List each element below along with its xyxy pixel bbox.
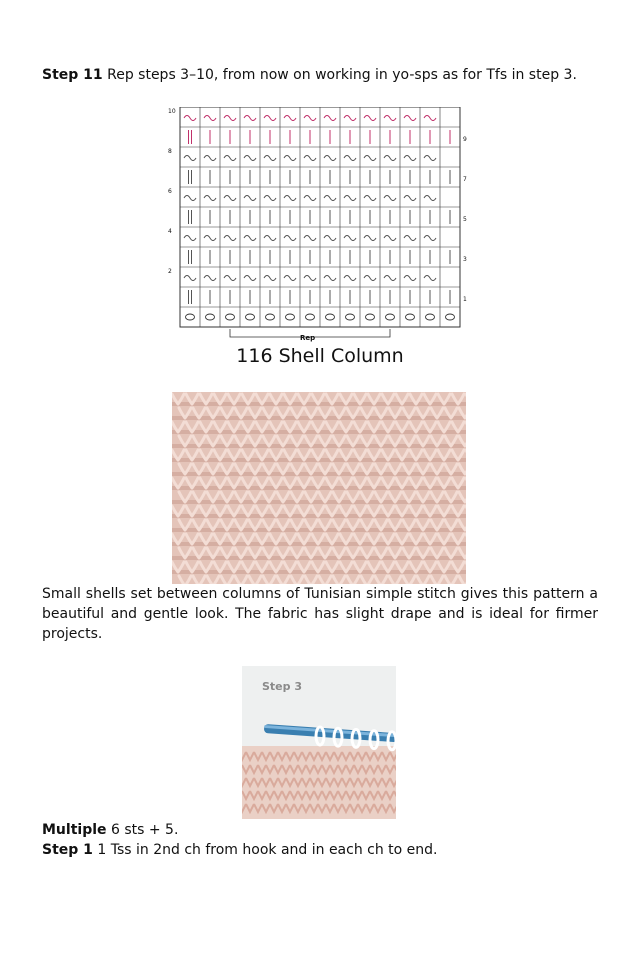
return-pass-symbol — [264, 236, 276, 241]
return-pass-symbol — [244, 276, 256, 281]
step-1-text: 1 Tss in 2nd ch from hook and in each ch to end. — [92, 842, 438, 858]
return-pass-symbol — [404, 276, 416, 281]
return-pass-symbol — [384, 276, 396, 281]
chain-symbol — [266, 314, 275, 320]
return-pass-symbol — [364, 236, 376, 241]
step-3-photo-label: Step 3 — [262, 680, 302, 693]
chain-symbol — [426, 314, 435, 320]
return-pass-symbol — [304, 196, 316, 201]
return-pass-symbol — [224, 196, 236, 201]
return-pass-symbol — [324, 276, 336, 281]
return-pass-symbol — [304, 276, 316, 281]
return-pass-symbol — [224, 276, 236, 281]
return-pass-symbol — [384, 116, 396, 121]
return-pass-symbol — [204, 236, 216, 241]
chain-symbol — [306, 314, 315, 320]
return-pass-symbol — [244, 156, 256, 161]
return-pass-symbol — [344, 196, 356, 201]
step-1-line — [42, 841, 438, 859]
return-pass-symbol — [184, 116, 196, 121]
chain-symbol — [406, 314, 415, 320]
chain-symbol — [446, 314, 455, 320]
return-pass-symbol — [224, 236, 236, 241]
row-number-left: 10 — [168, 108, 176, 115]
return-pass-symbol — [244, 116, 256, 121]
return-pass-symbol — [204, 116, 216, 121]
return-pass-symbol — [224, 116, 236, 121]
return-pass-symbol — [244, 196, 256, 201]
fabric-swatch-photo — [172, 392, 466, 584]
return-pass-symbol — [404, 236, 416, 241]
return-pass-symbol — [344, 116, 356, 121]
return-pass-symbol — [224, 156, 236, 161]
step-1-label: Step 1 — [42, 842, 93, 858]
return-pass-symbol — [284, 116, 296, 121]
chain-symbol — [226, 314, 235, 320]
return-pass-symbol — [364, 276, 376, 281]
row-number-right: 5 — [463, 216, 467, 223]
step-11-text: Rep steps 3–10, from now on working in yo-sps as for Tfs in step 3. — [102, 67, 577, 83]
return-pass-symbol — [424, 116, 436, 121]
step-3-photo — [242, 666, 396, 819]
multiple-line — [42, 821, 178, 839]
chain-symbol — [386, 314, 395, 320]
return-pass-symbol — [184, 236, 196, 241]
return-pass-symbol — [364, 156, 376, 161]
return-pass-symbol — [404, 196, 416, 201]
return-pass-symbol — [264, 156, 276, 161]
return-pass-symbol — [324, 116, 336, 121]
return-pass-symbol — [324, 236, 336, 241]
multiple-text: 6 sts + 5. — [106, 822, 179, 838]
return-pass-symbol — [424, 236, 436, 241]
chain-symbol — [286, 314, 295, 320]
chart-rep-label: Rep — [300, 334, 316, 342]
return-pass-symbol — [184, 156, 196, 161]
return-pass-symbol — [344, 276, 356, 281]
chain-symbol — [326, 314, 335, 320]
return-pass-symbol — [324, 196, 336, 201]
stitch-chart-svg — [164, 107, 476, 347]
return-pass-symbol — [264, 276, 276, 281]
chain-symbol — [186, 314, 195, 320]
return-pass-symbol — [204, 156, 216, 161]
return-pass-symbol — [384, 156, 396, 161]
row-number-left: 8 — [168, 148, 172, 155]
return-pass-symbol — [304, 156, 316, 161]
return-pass-symbol — [284, 276, 296, 281]
step-11-label: Step 11 — [42, 67, 103, 83]
return-pass-symbol — [204, 196, 216, 201]
return-pass-symbol — [184, 196, 196, 201]
return-pass-symbol — [384, 196, 396, 201]
chain-symbol — [246, 314, 255, 320]
description-paragraph: Small shells set between columns of Tunisian simple stitch gives this pattern a beautiful and gentle look. The fabric has slight drape and is ideal for firmer projects. — [42, 586, 598, 642]
return-pass-symbol — [344, 236, 356, 241]
return-pass-symbol — [304, 116, 316, 121]
return-pass-symbol — [404, 116, 416, 121]
return-pass-symbol — [324, 156, 336, 161]
return-pass-symbol — [264, 196, 276, 201]
return-pass-symbol — [384, 236, 396, 241]
return-pass-symbol — [424, 276, 436, 281]
return-pass-symbol — [344, 156, 356, 161]
return-pass-symbol — [284, 196, 296, 201]
row-number-left: 6 — [168, 188, 172, 195]
return-pass-symbol — [184, 276, 196, 281]
chain-symbol — [366, 314, 375, 320]
row-number-right: 9 — [463, 136, 467, 143]
return-pass-symbol — [364, 116, 376, 121]
return-pass-symbol — [364, 196, 376, 201]
return-pass-symbol — [204, 276, 216, 281]
return-pass-symbol — [284, 236, 296, 241]
return-pass-symbol — [264, 116, 276, 121]
stitch-chart — [164, 107, 476, 351]
return-pass-symbol — [424, 156, 436, 161]
return-pass-symbol — [244, 236, 256, 241]
chain-symbol — [206, 314, 215, 320]
return-pass-symbol — [284, 156, 296, 161]
return-pass-symbol — [304, 236, 316, 241]
return-pass-symbol — [404, 156, 416, 161]
chart-title: 116 Shell Column — [236, 345, 404, 367]
row-number-right: 3 — [463, 256, 467, 263]
step-11-line — [42, 66, 577, 84]
row-number-right: 7 — [463, 176, 467, 183]
chain-symbol — [346, 314, 355, 320]
row-number-left: 4 — [168, 228, 172, 235]
row-number-right: 1 — [463, 296, 467, 303]
multiple-label: Multiple — [42, 822, 107, 838]
return-pass-symbol — [424, 196, 436, 201]
row-number-left: 2 — [168, 268, 172, 275]
